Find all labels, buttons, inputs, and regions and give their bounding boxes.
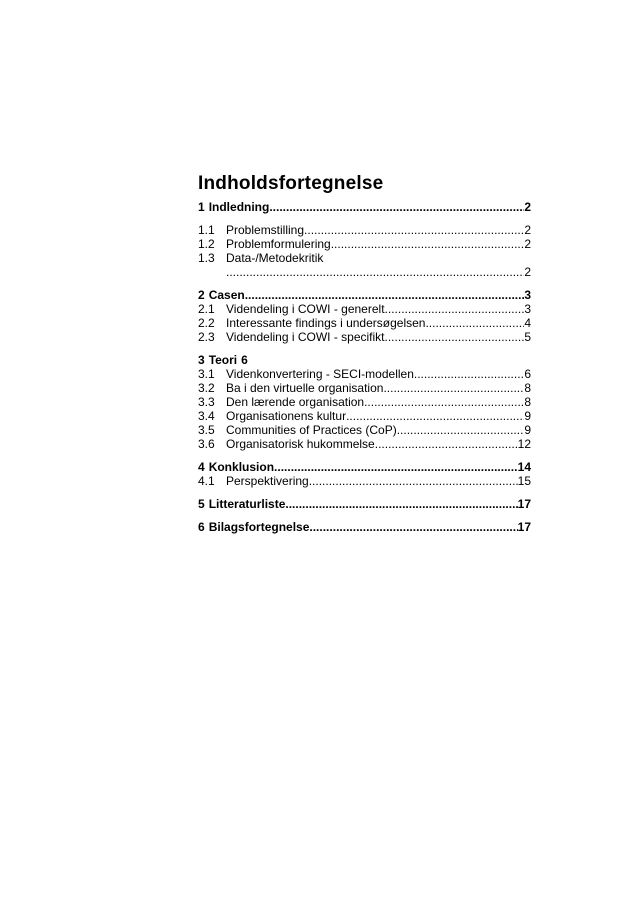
toc-entry-number: 2 (198, 288, 205, 302)
toc-entry-title: Indledning (208, 200, 270, 214)
toc-entry-3-6[interactable] (198, 437, 531, 451)
toc-entry-title: Bilagsfortegnelse (208, 520, 310, 534)
toc-entry-number: 1 (198, 200, 205, 214)
toc-leader-dots (269, 200, 524, 214)
toc-entry-page: 6 (524, 367, 531, 381)
toc-entry-title: Organisationens kultur (226, 409, 347, 423)
toc-entry-page: 12 (517, 437, 531, 451)
toc-leader-dots (309, 474, 518, 488)
toc-entry-page: 3 (524, 288, 531, 302)
toc-entry-page: 9 (524, 409, 531, 423)
toc-entry-title: Communities of Practices (CoP) (226, 423, 397, 437)
toc-entry-1-2[interactable] (198, 237, 531, 251)
toc-entry-title: Problemstilling (226, 223, 305, 237)
toc-entry-page: 2 (524, 200, 531, 214)
toc-entry-number: 3.1 (198, 367, 215, 381)
toc-entry-3-1[interactable] (198, 367, 531, 381)
table-of-contents (198, 172, 531, 534)
toc-entry-number: 1.3 (198, 251, 215, 265)
toc-entry-number: 2.2 (198, 316, 215, 330)
toc-entry-5[interactable] (198, 497, 531, 511)
toc-entry-1-3-continuation[interactable] (198, 265, 531, 279)
toc-entry-4-1[interactable] (198, 474, 531, 488)
toc-entry-page: 6 (241, 353, 248, 367)
toc-entry-number: 3.4 (198, 409, 215, 423)
toc-leader-dots (385, 330, 525, 344)
toc-entry-title: Interessante findings i undersøgelsen (226, 316, 426, 330)
toc-leader-dots (245, 288, 525, 302)
toc-entry-title: Teori (208, 353, 238, 367)
toc-leader-dots (331, 237, 525, 251)
toc-entry-page: 8 (524, 395, 531, 409)
toc-entry-page: 8 (524, 381, 531, 395)
toc-leader-dots (304, 223, 524, 237)
toc-entry-title: Litteraturliste (208, 497, 286, 511)
toc-entry-title: Perspektivering (226, 474, 309, 488)
toc-title: Indholdsfortegnelse (198, 173, 384, 194)
toc-entry-1-3[interactable] (198, 251, 531, 265)
toc-entry-2-2[interactable] (198, 316, 531, 330)
toc-entry-3[interactable] (198, 353, 531, 367)
toc-entry-number: 4.1 (198, 474, 215, 488)
toc-leader-dots (414, 367, 524, 381)
toc-entry-title: Casen (208, 288, 245, 302)
toc-entry-1-1[interactable] (198, 223, 531, 237)
toc-entry-number: 3.6 (198, 437, 215, 451)
toc-leader-dots (385, 302, 525, 316)
toc-entry-number: 3.5 (198, 423, 215, 437)
toc-entry-title: Data-/Metodekritik (226, 251, 324, 265)
toc-entry-page: 15 (517, 474, 531, 488)
toc-leader-dots (274, 460, 518, 474)
toc-entry-page: 17 (517, 497, 531, 511)
toc-entry-1[interactable] (198, 200, 531, 214)
toc-entry-title: Den lærende organisation (226, 395, 365, 409)
toc-entry-number: 1.2 (198, 237, 215, 251)
toc-entry-page: 2 (524, 223, 531, 237)
toc-entry-3-2[interactable] (198, 381, 531, 395)
toc-entry-number: 2.1 (198, 302, 215, 316)
toc-entry-3-3[interactable] (198, 395, 531, 409)
toc-entry-number: 3 (198, 353, 205, 367)
toc-entry-number: 2.3 (198, 330, 215, 344)
toc-entry-title: Videndeling i COWI - specifikt (226, 330, 385, 344)
toc-entry-title: Problemformulering (226, 237, 331, 251)
toc-entry-page: 4 (524, 316, 531, 330)
toc-entry-number: 1.1 (198, 223, 215, 237)
toc-entry-page: 5 (524, 330, 531, 344)
toc-entry-page: 14 (517, 460, 531, 474)
toc-entry-number: 4 (198, 460, 205, 474)
toc-entry-page: 2 (524, 265, 531, 279)
toc-entry-title: Ba i den virtuelle organisation (226, 381, 384, 395)
toc-leader-dots (425, 316, 524, 330)
toc-entry-number: 3.3 (198, 395, 215, 409)
toc-entry-title: Organisatorisk hukommelse (226, 437, 375, 451)
toc-entry-number: 5 (198, 497, 205, 511)
toc-entry-2-3[interactable] (198, 330, 531, 344)
toc-leader-dots (397, 423, 525, 437)
toc-entry-number: 3.2 (198, 381, 215, 395)
toc-entry-6[interactable] (198, 520, 531, 534)
toc-leader-dots (285, 497, 517, 511)
toc-leader-dots (226, 265, 524, 279)
toc-entry-title: Videndeling i COWI - generelt (226, 302, 385, 316)
toc-entry-title: Videnkonvertering - SECI-modellen (226, 367, 414, 381)
toc-leader-dots (309, 520, 517, 534)
toc-leader-dots (364, 395, 524, 409)
toc-entry-3-5[interactable] (198, 423, 531, 437)
toc-entry-page: 3 (524, 302, 531, 316)
toc-entry-3-4[interactable] (198, 409, 531, 423)
toc-entry-number: 6 (198, 520, 205, 534)
toc-entry-2[interactable] (198, 288, 531, 302)
toc-entry-page: 17 (517, 520, 531, 534)
toc-leader-dots (346, 409, 524, 423)
toc-entry-page: 9 (524, 423, 531, 437)
toc-leader-dots (383, 381, 524, 395)
toc-entry-title: Konklusion (208, 460, 275, 474)
toc-entry-2-1[interactable] (198, 302, 531, 316)
toc-leader-dots (375, 437, 518, 451)
toc-entry-page: 2 (524, 237, 531, 251)
toc-entry-4[interactable] (198, 460, 531, 474)
